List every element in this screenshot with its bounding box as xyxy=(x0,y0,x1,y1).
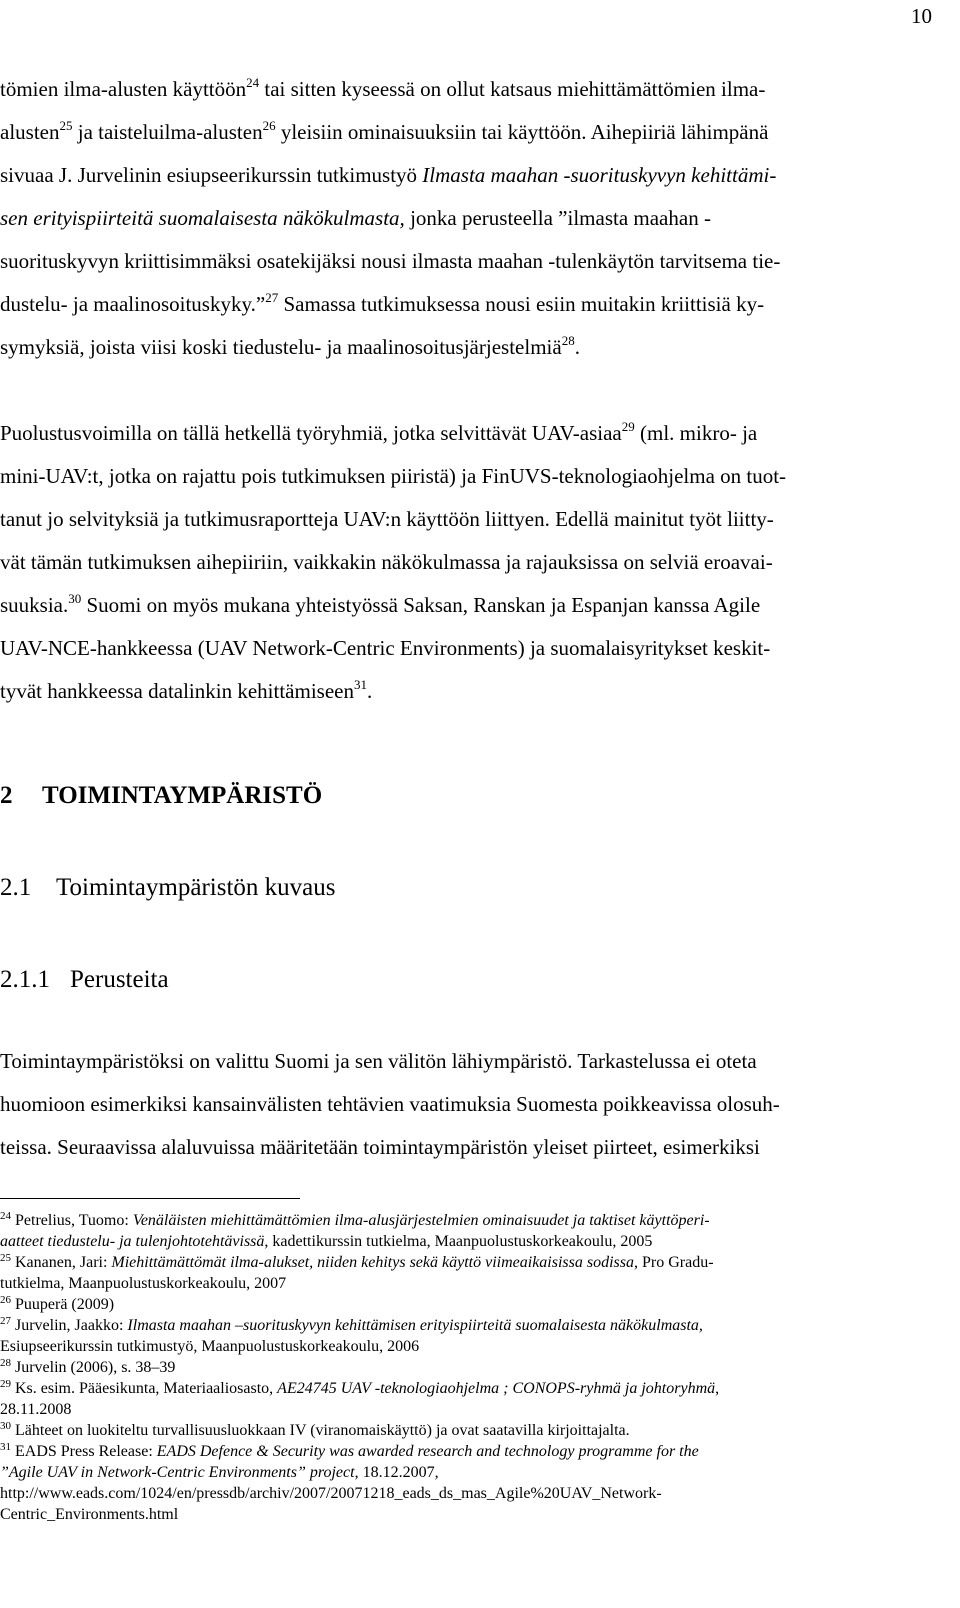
footnote-29: $^{29}$ Ks. esim. Pääesikunta, Materiaaliosasto, AE24745 UAV -teknologiaohjelma ; CONOPS-ryhmä ja johtoryhmä, 28.11.2008 xyxy=(0,1378,720,1418)
heading-3: 2.1.1 Perusteita xyxy=(0,966,169,993)
paragraph-3: Toimintaympäristöksi on valittu Suomi ja sen välitön lähiympäristö. Tarkastelussa ei oteta huomioon esimerkiksi kansainvälisten tehtävien vaatimuksia Suomesta poikkeavissa olosuh- teissa. Seuraavissa alaluvuissa määritetään toimintaympäristön yleiset piirteet, esimerkiksi xyxy=(0,1049,780,1159)
page-number: 10 xyxy=(911,4,932,28)
footnote-26: $^{26}$ Puuperä (2009) xyxy=(0,1294,115,1313)
footnote-ref[interactable]: 30 xyxy=(68,591,82,606)
footnote-30: $^{30}$ Lähteet on luokiteltu turvallisuusluokkaan IV (viranomaiskäyttö) ja ovat saatavilla kirjoittajalta. xyxy=(0,1420,630,1439)
heading-1: 2 TOIMINTAYMPÄRISTÖ xyxy=(0,782,323,809)
footnote-31: $^{31}$ EADS Press Release: EADS Defence & Security was awarded research and technology programme for the ”Agile UAV in Network-Centric Environments” project, 18.12.2007, http://www.eads.com/1024/en/pressdb/archiv/2007/20071218_eads_ds_mas_Agile%20UAV_Network- Centric_Environments.html xyxy=(0,1441,925,1525)
footnote-27: $^{27}$ Jurvelin, Jaakko: Ilmasta maahan –suorituskyvyn kehittämisen erityispiirteitä suomalaisesta näkökulmasta, Esiupseerikurssin tutkimustyö, Maanpuolustuskorkeakoulu, 2006 xyxy=(0,1315,703,1355)
paragraph-1: tömien ilma-alusten käyttöön$^{24}$ tai sitten kyseessä on ollut katsaus miehittämättömien ilma- alusten$^{25}$ ja taisteluilma-alusten$^{26}$ yleisiin ominaisuuksiin tai käyttöön. Aihepiiriä lähimpänä sivuaa J. Jurvelinin esiupseerikurssin tutkimustyö Ilmasta maahan -suorituskyvyn kehittämi- sen erityispiirteitä suomalaisesta näkökulmasta, jonka perusteella ”ilmasta maahan - suorituskyvyn kriittisimmäksi osatekijäksi nousi ilmasta maahan -tulenkäytön tarvitsema tie- dustelu- ja maalinosoituskyky.”$^{27}$ Samassa tutkimuksessa nousi esiin muitakin kriittisiä ky- symyksiä, joista viisi koski tiedustelu- ja maalinosoitusjärjestelmiä$^{28}$. xyxy=(0,75,781,359)
footnote-ref[interactable]: 28 xyxy=(561,333,575,348)
footnote-ref[interactable]: 29 xyxy=(621,419,635,434)
paragraph-2: Puolustusvoimilla on tällä hetkellä työryhmiä, jotka selvittävät UAV-asiaa$^{29}$ (ml. mikro- ja mini-UAV:t, jotka on rajattu pois tutkimuksen piiristä) ja FinUVS-teknologiaohjelma on tuot- tanut jo selvityksiä ja tutkimusraportteja UAV:n käyttöön liittyen. Edellä mainitut työt liitty- vät tämän tutkimuksen aihepiiriin, vaikkakin näkökulmassa ja rajauksissa on selviä eroavai- suuksia.$^{30}$ Suomi on myös mukana yhteistyössä Saksan, Ranskan ja Espanjan kanssa Agile UAV-NCE-hankkeessa (UAV Network-Centric Environments) ja suomalaisyritykset keskit- tyvät hankkeessa datalinkin kehittämiseen$^{31}$. xyxy=(0,419,787,703)
footnote-ref[interactable]: 26 xyxy=(262,118,276,133)
footnote-ref[interactable]: 25 xyxy=(59,118,73,133)
footnote-28: $^{28}$ Jurvelin (2006), s. 38–39 xyxy=(0,1357,176,1376)
footnote-24: $^{24}$ Petrelius, Tuomo: Venäläisten miehittämättömien ilma-alusjärjestelmien ominaisuudet ja taktiset käyttöperi- aatteet tiedustelu- ja tulenjohtotehtävissä, kadettikurssin tutkielma, Maanpuolustuskorkeakoulu, 2005 xyxy=(0,1210,710,1250)
footnote-25: $^{25}$ Kananen, Jari: Miehittämättömät ilma-alukset, niiden kehitys sekä käyttö viimeaikaisissa sodissa, Pro Gradu- tutkielma, Maanpuolustuskorkeakoulu, 2007 xyxy=(0,1252,714,1292)
footnotes xyxy=(0,1210,925,1525)
footnote-ref[interactable]: 27 xyxy=(265,290,279,305)
footnote-url[interactable]: http://www.eads.com/1024/en/pressdb/archiv/2007/20071218_eads_ds_mas_Agile%20UAV_Network- xyxy=(0,1485,662,1502)
heading-2: 2.1 Toimintaympäristön kuvaus xyxy=(0,874,336,901)
main-content xyxy=(0,68,930,713)
footnote-url-cont[interactable]: Centric_Environments.html xyxy=(0,1506,179,1523)
footnote-divider xyxy=(0,1198,300,1199)
footnote-ref[interactable]: 24 xyxy=(246,75,260,90)
footnote-ref[interactable]: 31 xyxy=(353,677,367,692)
